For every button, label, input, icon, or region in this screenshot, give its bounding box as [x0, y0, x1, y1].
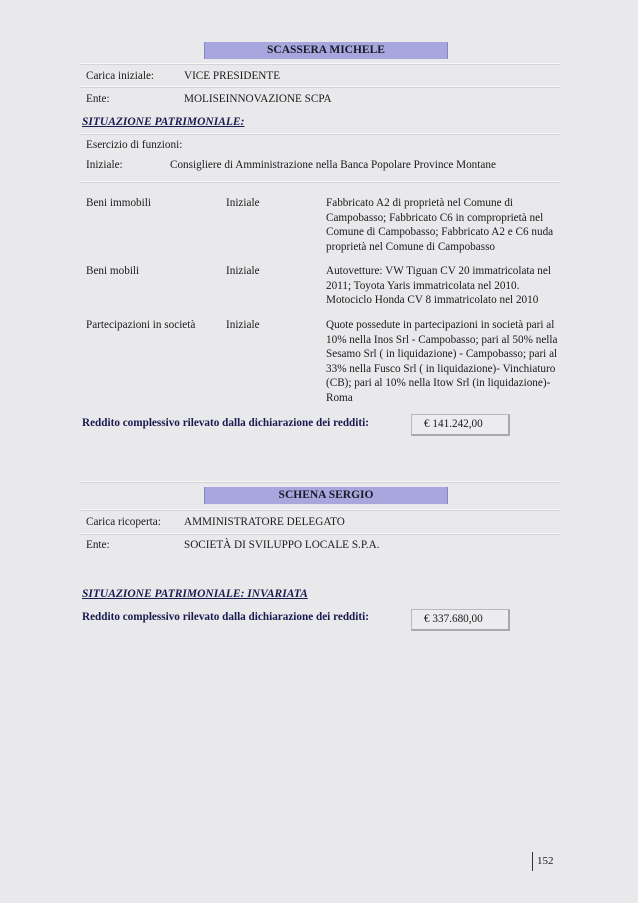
row-status: Iniziale [226, 319, 260, 331]
carica-value: AMMINISTRATORE DELEGATO [184, 516, 345, 528]
reddito-value-box: € 141.242,00 [411, 414, 510, 436]
row-category: Partecipazioni in società [86, 319, 196, 331]
divider [80, 86, 560, 88]
reddito-label: Reddito complessivo rilevato dalla dichiarazione dei redditi: [82, 417, 369, 429]
divider [80, 509, 560, 511]
ente-value: MOLISEINNOVAZIONE SCPA [184, 93, 332, 105]
iniziale-value: Consigliere di Amministrazione nella Banca Popolare Province Montane [170, 159, 496, 171]
divider [80, 133, 560, 135]
reddito-label: Reddito complessivo rilevato dalla dichiarazione dei redditi: [82, 611, 369, 623]
row-detail: Autovetture: VW Tiguan CV 20 immatricolata nel 2011; Toyota Yaris immatricolata nel 2010. Motociclo Honda CV 8 immatricolato nel 2010 [326, 265, 551, 306]
person1-name-header: SCASSERA MICHELE [204, 42, 448, 59]
carica-label: Carica ricoperta: [86, 516, 161, 528]
ente-label: Ente: [86, 539, 110, 551]
situazione-patrimoniale-title: SITUAZIONE PATRIMONIALE: [82, 116, 245, 128]
reddito-value-box: € 337.680,00 [411, 609, 510, 631]
row-detail: Quote possedute in partecipazioni in società pari al 10% nella Inos Srl - Campobasso; pari al 50% nella Sesamo Srl ( in liquidazione) - Campobasso; pari al 33% nella Fusco Srl ( in liquidazione)- Vinchiaturo (CB); pari al 10% nella Itow Srl (in liquidazione)- Roma [326, 319, 558, 404]
ente-label: Ente: [86, 93, 110, 105]
section-separator [80, 481, 560, 483]
row-category: Beni immobili [86, 197, 151, 209]
person2-name-header: SCHENA SERGIO [204, 487, 448, 504]
iniziale-label: Iniziale: [86, 159, 123, 171]
row-category: Beni mobili [86, 265, 140, 277]
page-number: 152 [537, 855, 554, 867]
divider [80, 181, 560, 183]
divider [80, 533, 560, 535]
carica-value: VICE PRESIDENTE [184, 70, 281, 82]
situazione-patrimoniale-title: SITUAZIONE PATRIMONIALE: INVARIATA [82, 588, 308, 600]
page-number-bar [532, 852, 533, 871]
row-status: Iniziale [226, 265, 260, 277]
row-detail: Fabbricato A2 di proprietà nel Comune di Campobasso; Fabbricato C6 in comproprietà nel Comune di Campobasso; Fabbricato A2 e C6 nuda proprietà nel Comune di Campobasso [326, 197, 554, 253]
divider [80, 63, 560, 65]
row-status: Iniziale [226, 197, 260, 209]
esercizio-label: Esercizio di funzioni: [86, 139, 183, 151]
ente-value: SOCIETÀ DI SVILUPPO LOCALE S.P.A. [184, 539, 380, 551]
carica-label: Carica iniziale: [86, 70, 155, 82]
